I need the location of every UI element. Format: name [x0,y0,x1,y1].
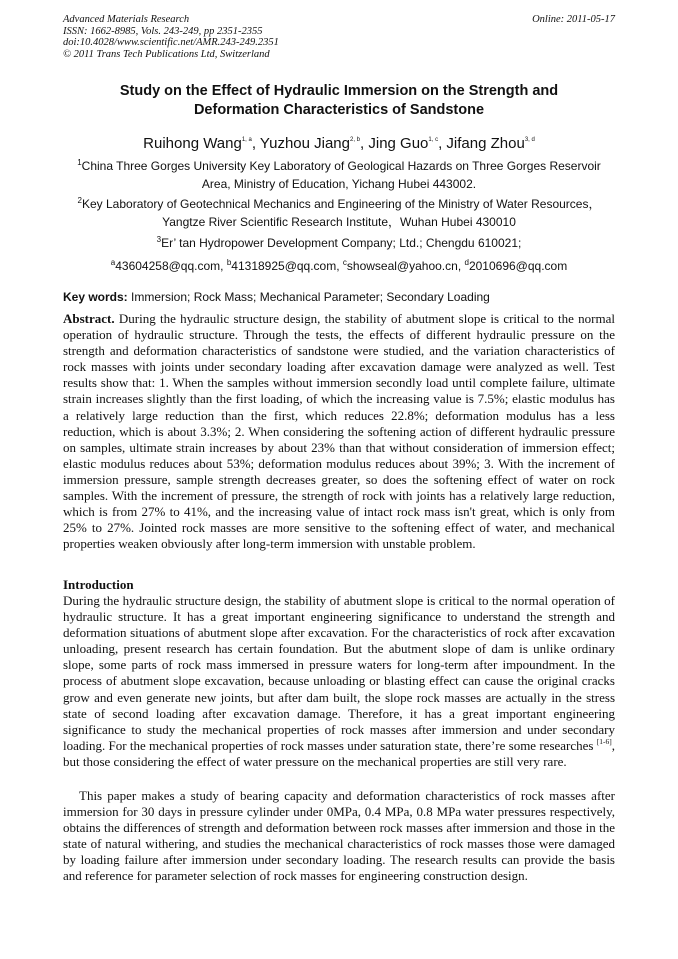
email-address: 43604258@qq.com [115,259,221,273]
affiliation-1 [60,154,618,193]
title-line-1: Study on the Effect of Hydraulic Immersion on the Strength and [119,83,559,99]
email-address: 41318925@qq.com [231,259,337,273]
online-date: Online: 2011-05-17 [532,14,615,25]
affiliation-2 [60,192,618,231]
email-separator: , [457,259,465,273]
abstract [63,311,615,552]
affiliation-2-line-1 [60,192,618,213]
affiliation-1-line-1 [60,154,618,175]
email-address: showseal@yahoo.cn [346,259,458,273]
author-name: Jifang Zhou [446,135,525,152]
author [368,135,446,152]
author [143,135,260,152]
keywords [63,289,615,305]
email-entry [227,259,343,273]
author-list [63,130,615,154]
copyright-line: © 2011 Trans Tech Publications Ltd, Switzerland [63,48,270,60]
email-mark: a [110,258,116,267]
keywords-text: Immersion; Rock Mass; Mechanical Parameter; Secondary Loading [127,290,490,304]
title-line-2: Deformation Characteristics of Sandstone [193,102,485,118]
affiliation-text: China Three Gorges University Key Laboratory of Geological Hazards on Three Gorges Reservoir [81,159,601,173]
author-separator: , [251,135,260,152]
abstract-text: During the hydraulic structure design, the stability of abutment slope is critical to the normal operation of hydraulic structure. Through the tests, the effects of different hydraulic pressure on the strength and deformation characteristics of sandstone were studied, and the variation characteristics of rock masses with joints under secondary loading after excavation damage were analyzed as well. Test results show that: 1. When the samples without immersion secondly load until complete failure, ultimate strain increases slightly than the first loading, of which the increasing value is 7.5%; elastic modulus has a relatively large reduction than the first, which reduces 22.8%; deformation modulus has a less reduction, which is about 3.3%; 2. When considering the softening action of different hydraulic pressure on samples, ultimate strain increases by about 23% than that without consideration of immersion effect; elastic modulus reduces about 53%; deformation modulus reduces about 39%; 3. With the increment of immersion pressure, sample strength decreases greater, so does the softening effect of water on rock samples. With the increment of pressure, the strength of rock with joints has a relatively large reduction, which is from 27% to 41%, and the increasing value of intact rock mass isn't great, which is only from 25% to 27%. Jointed rock masses are more sensitive to the softening effect of water, and mechanical properties weaken obviously after long-term immersion with unstable problem. [63,311,615,552]
email-address: 2010696@qq.com [468,259,568,273]
email-list [60,254,618,275]
email-entry [465,259,568,273]
introduction-paragraph-1 [63,593,615,770]
issn-line: ISSN: 1662-8985, Vols. 243-249, pp 2351-2355 [63,25,263,37]
affiliation-text: Key Laboratory of Geotechnical Mechanics and Engineering of the Ministry of Water Resources， [81,197,601,211]
author [260,135,368,152]
section-heading-introduction: Introduction [63,577,134,592]
journal-header [63,14,615,60]
affiliation-mark: 1 [77,158,82,167]
author-affiliation-mark: 1, c [428,137,439,143]
email-separator: , [336,259,343,273]
email-mark: c [342,258,347,267]
author [446,135,534,152]
author-separator: , [438,135,447,152]
email-mark: d [464,258,469,267]
paragraph-text: , but those considering the effect of water pressure on the mechanical properties are still very rare. [63,737,615,769]
introduction-paragraph-2: This paper makes a study of bearing capacity and deformation characteristics of rock masses after immersion for 30 days in pressure cylinder under 0MPa, 0.4 MPa, 0.8 MPa water pressures respectively, obtains the differences of strength and deformation between rock masses after immersion and those in the state of natural withering, and studies the mechanical characteristics of rock masses those were damaged by loading failure after immersion under secondary loading. The research results can provide the basis and reference for parameter selection of rock masses for engineering construction design. [63,788,615,884]
affiliation-mark: 2 [77,196,82,205]
email-mark: b [226,258,232,267]
journal-name: Advanced Materials Research [63,14,190,25]
author-name: Ruihong Wang [143,135,242,152]
citation: [1-6] [596,736,612,746]
affiliation-1-line-2: Area, Ministry of Education, Yichang Hubei 443002. [201,177,477,191]
author-name: Jing Guo [368,135,429,152]
email-entry [343,259,465,273]
affiliation-mark: 3 [156,235,162,244]
affiliation-2-line-2: Yangtze River Scientific Research Institute，Wuhan Hubei 430010 [162,215,516,229]
abstract-label: Abstract. [63,311,115,326]
keywords-label: Key words: [63,290,128,304]
paper-title [63,82,615,120]
email-entry [111,259,227,273]
author-affiliation-mark: 3, d [524,137,535,143]
email-separator: , [220,259,227,273]
author-affiliation-mark: 2, b [350,137,361,143]
author-affiliation-mark: 1, a [241,137,252,143]
affiliation-3 [60,231,618,252]
paragraph-text: During the hydraulic structure design, the stability of abutment slope is critical to the normal operation of hydraulic structure. It has a great important engineering significance to understand the strength and deformation situations of abutment slope after excavation. For the characteristics of rock after excavation unloading, present research has certain foundation. But the abutment slope of dam is unlike ordinary slope, some parts of rock mass immersed in pressure waters for long-term after impoundment. In the process of abutment slope excavation, because unloading or blasting effect can cause the original cracks grow and even generate new joints, but after dam built, the slope rock masses are actually in the stress state of second loading after excavation damage. Therefore, it has a great important engineering significance to study the mechanical properties of rock masses after immersion and under secondary loading. For the mechanical properties of rock masses under saturation state, there’re some researches [63,593,615,753]
author-separator: , [360,135,369,152]
affiliation-text: Er’ tan Hydropower Development Company; Ltd.; Chengdu 610021; [161,236,522,250]
doi-line: doi:10.4028/www.scientific.net/AMR.243-249.2351 [63,37,279,48]
author-name: Yuzhou Jiang [259,135,350,152]
